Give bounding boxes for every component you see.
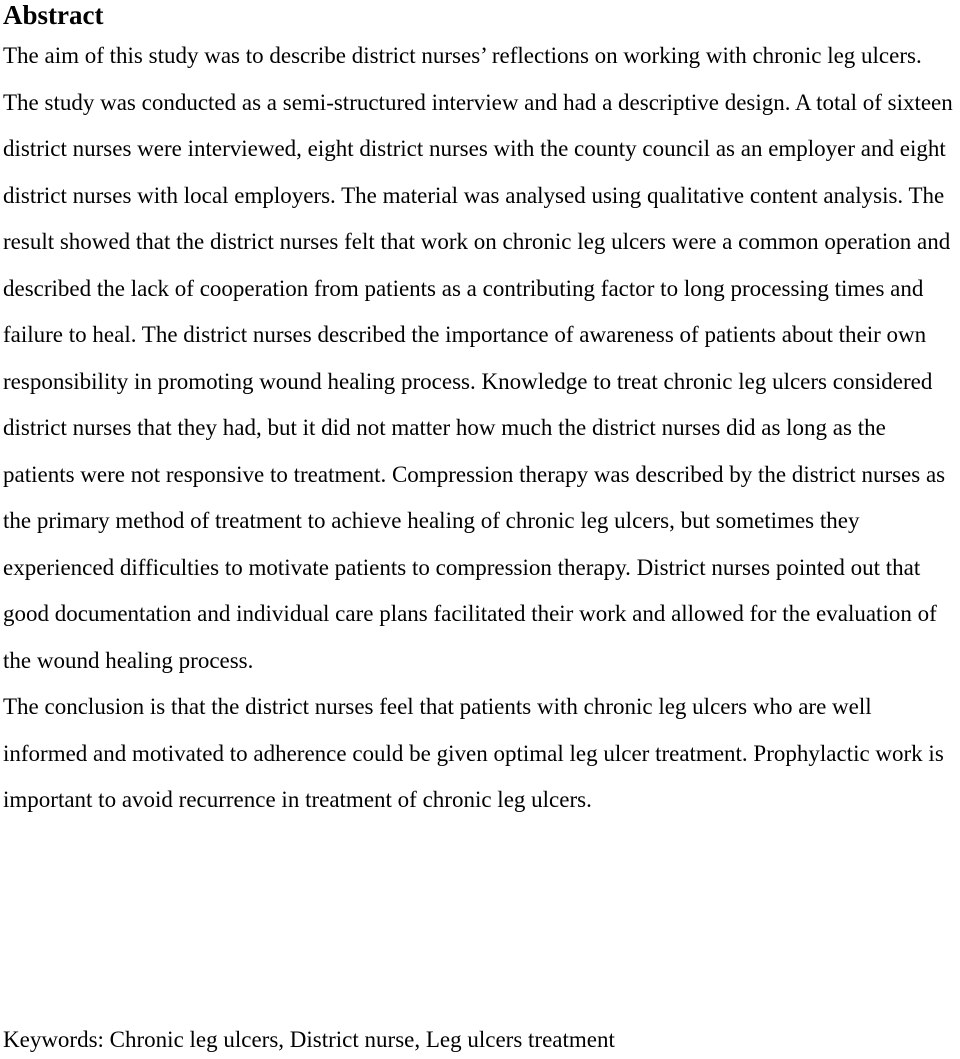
abstract-heading: Abstract	[3, 0, 104, 30]
keywords-line: Keywords: Chronic leg ulcers, District nurse, Leg ulcers treatment	[3, 1027, 615, 1052]
abstract-paragraph-conclusion: The conclusion is that the district nurses feel that patients with chronic leg ulcers who are well informed and motivated to adherence could be given optimal leg ulcer treatment. Prophylactic work is important to avoid recurrence in treatment of chronic leg ulcers.	[3, 694, 944, 812]
abstract-paragraph-main: The aim of this study was to describe district nurses’ reflections on working with chronic leg ulcers. The study was conducted as a semi-structured interview and had a descriptive design. A total of sixteen district nurses were interviewed, eight district nurses with the county council as an employer and eight district nurses with local employers. The material was analysed using qualitative content analysis. The result showed that the district nurses felt that work on chronic leg ulcers were a common operation and described the lack of cooperation from patients as a contributing factor to long processing times and failure to heal. The district nurses described the importance of awareness of patients about their own responsibility in promoting wound healing process. Knowledge to treat chronic leg ulcers considered district nurses that they had, but it did not matter how much the district nurses did as long as the patients were not responsive to treatment. Compression therapy was described by the district nurses as the primary method of treatment to achieve healing of chronic leg ulcers, but sometimes they experienced difficulties to motivate patients to compression therapy. District nurses pointed out that good documentation and individual care plans facilitated their work and allowed for the evaluation of the wound healing process.	[3, 43, 953, 673]
abstract-section	[3, 0, 957, 1052]
